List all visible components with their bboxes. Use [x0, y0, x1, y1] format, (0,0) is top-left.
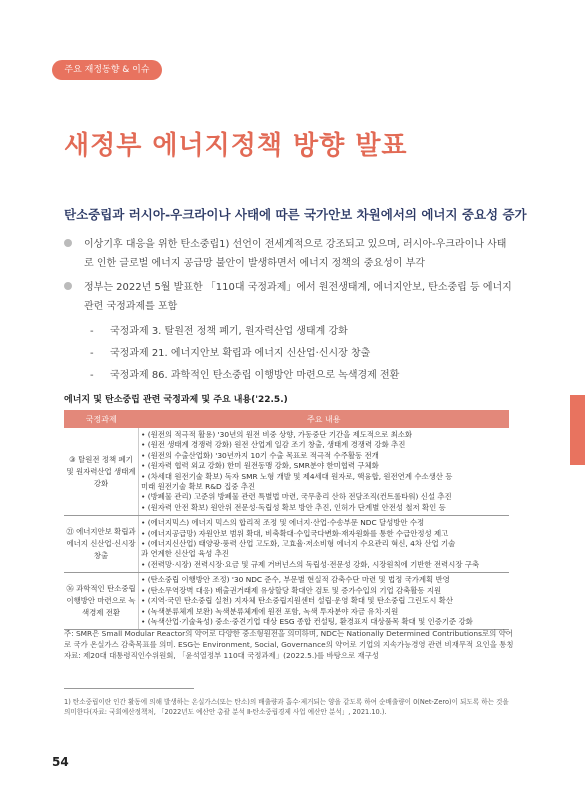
- table-notes: 주: SMR은 Small Modular Reactor의 약어로 다양한 중소형원전을 의미하며, NDC는 Nationally Determined Contributions로의 약어로 국가 온실가스 감축목표를 의미. ESG는 Environment, Social, Governance의 약어로 기업의 지속가능경영 관련 비재무적 요인을 통칭 자료: 제20대 대통령직인수위원회, 「윤석열정부 110대 국정과제」(2022.5.)를 바탕으로 재구성: [64, 629, 514, 660]
- content-cell: • (에너지믹스) 에너지 믹스의 합리적 조정 및 에너지·산업·수송부문 NDC 달성방안 수정 • (에너지공급망) 자원안보 범위 확대, 비축확대·수입국다변화·재자원화를 통한 수급안정성 제고 • (에너지신산업) 태양광·풍력 산업 고도화, 고효율·저소비형 에너지 수요관리 혁신, 4차 산업 기술 과 연계한 신산업 육성 추진 • (전력망·시장) 전력시장·요금 및 규제 거버넌스의 독립성·전문성 강화, 시장원칙에 기반한 전력시장 구축: [139, 516, 510, 573]
- page-title: 새정부 에너지정책 방향 발표: [64, 131, 408, 161]
- bullet-dot-icon: [64, 282, 72, 290]
- bullet-dot-icon: [64, 239, 72, 247]
- sub-item: - 국정과제 3. 탈원전 정책 폐기, 원자력산업 생태계 강화: [90, 326, 348, 337]
- table-row: [64, 516, 509, 573]
- sub-item: - 국정과제 21. 에너지안보 확립과 에너지 신산업·신시장 창출: [90, 348, 371, 359]
- table-caption: 에너지 및 탄소중립 관련 국정과제 및 주요 내용('22.5.): [64, 395, 288, 405]
- table-row: [64, 573, 509, 630]
- content-cell: • (원전의 적극적 활용) '30년의 원전 비중 상향, 가동중단 기간을 제도적으로 최소화 • (원전 생태계 경쟁력 강화) 원전 산업계 일감 조기 창출, 생태계 경쟁력 강화 추진 • (원전의 수출산업화) '30년까지 10기 수출 목표로 적극적 수주활동 전개 • (원자력 협력 외교 강화) 한미 원전동맹 강화, SMR분야 한미협력 구체화 • (차세대 원전기술 확보) 독자 SMR 노형 개발 및 제4세대 원자로, 핵융합, 원전연계 수소생산 등 미래 원전기술 확보 R&D 집중 추진 • (방폐물 관리) 고준위 방폐물 관련 특별법 마련, 국무총리 산하 전담조직(컨트롤타워) 신설 추진 • (원자력 안전 확보) 원안위 전문성·독립성 확보 방안 추진, 인허가 단계별 안전성 철저 확인 등: [139, 428, 510, 516]
- table-header: 국정과제: [64, 410, 139, 428]
- bullet-item: 정부는 2022년 5월 발표한 「110대 국정과제」에서 원전생태계, 에너지안보, 탄소중립 등 에너지 관련 국정과제를 포함: [64, 278, 514, 316]
- table-row: [64, 428, 509, 516]
- task-cell: ㉑ 에너지안보 확립과 에너지 신산업·신시장 창출: [64, 516, 139, 573]
- content-cell: • (탄소중립 이행방안 조정) '30 NDC 준수, 부문별 현실적 감축수단 마련 및 법정 국가계획 반영 • (탄소무역장벽 대응) 배출권거래제 유상할당 확대안 검토 및 증가수입의 기업 감축활동 지원 • (지역·국민 탄소중립 실천) 지자체 탄소중립지원센터 설립·운영 확대 및 탄소중립 그린도시 확산 • (녹색분류체계 보완) 녹색분류체계에 원전 포함, 녹색 투자분야 자금 유치·지원 • (녹색산업·기술육성) 중소·중견기업 대상 ESG 종합 컨설팅, 환경표지 대상품목 확대 및 인증기준 강화: [139, 573, 510, 630]
- footnote-divider: [64, 688, 194, 689]
- task-cell: ㊱ 과학적인 탄소중립 이행방안 마련으로 녹색경제 전환: [64, 573, 139, 630]
- policy-table: [64, 410, 509, 630]
- section-subtitle: 탄소중립과 러시아-우크라이나 사태에 따른 국가안보 차원에서의 에너지 중요성 증가: [64, 207, 527, 222]
- side-accent-bar: [570, 395, 585, 465]
- page-number: 54: [52, 755, 69, 769]
- table-header: 주요 내용: [139, 410, 510, 428]
- section-tag: 주요 재정동향 & 이슈: [52, 60, 162, 80]
- footnote: 1) 탄소중립이란 인간 활동에 의해 발생하는 온실가스(또는 탄소)의 배출량과 흡수·제거되는 양을 같도록 하여 순배출량이 0(Net-Zero)이 되도록 하는 것을 의미한다(자료: 국회예산정책처, 「2022년도 예산안 총괄 분석 Ⅱ-탄소중립경제 사업 예산안 분석」, 2021.10.).: [64, 698, 509, 716]
- sub-item: - 국정과제 86. 과학적인 탄소중립 이행방안 마련으로 녹색경제 전환: [90, 370, 400, 381]
- task-cell: ③ 탈원전 정책 폐기 및 원자력산업 생태계 강화: [64, 428, 139, 516]
- bullet-item: 이상기후 대응을 위한 탄소중립1) 선언이 전세계적으로 강조되고 있으며, 러시아-우크라이나 사태로 인한 글로벌 에너지 공급망 불안이 발생하면서 에너지 정책의 중요성이 부각: [64, 235, 514, 273]
